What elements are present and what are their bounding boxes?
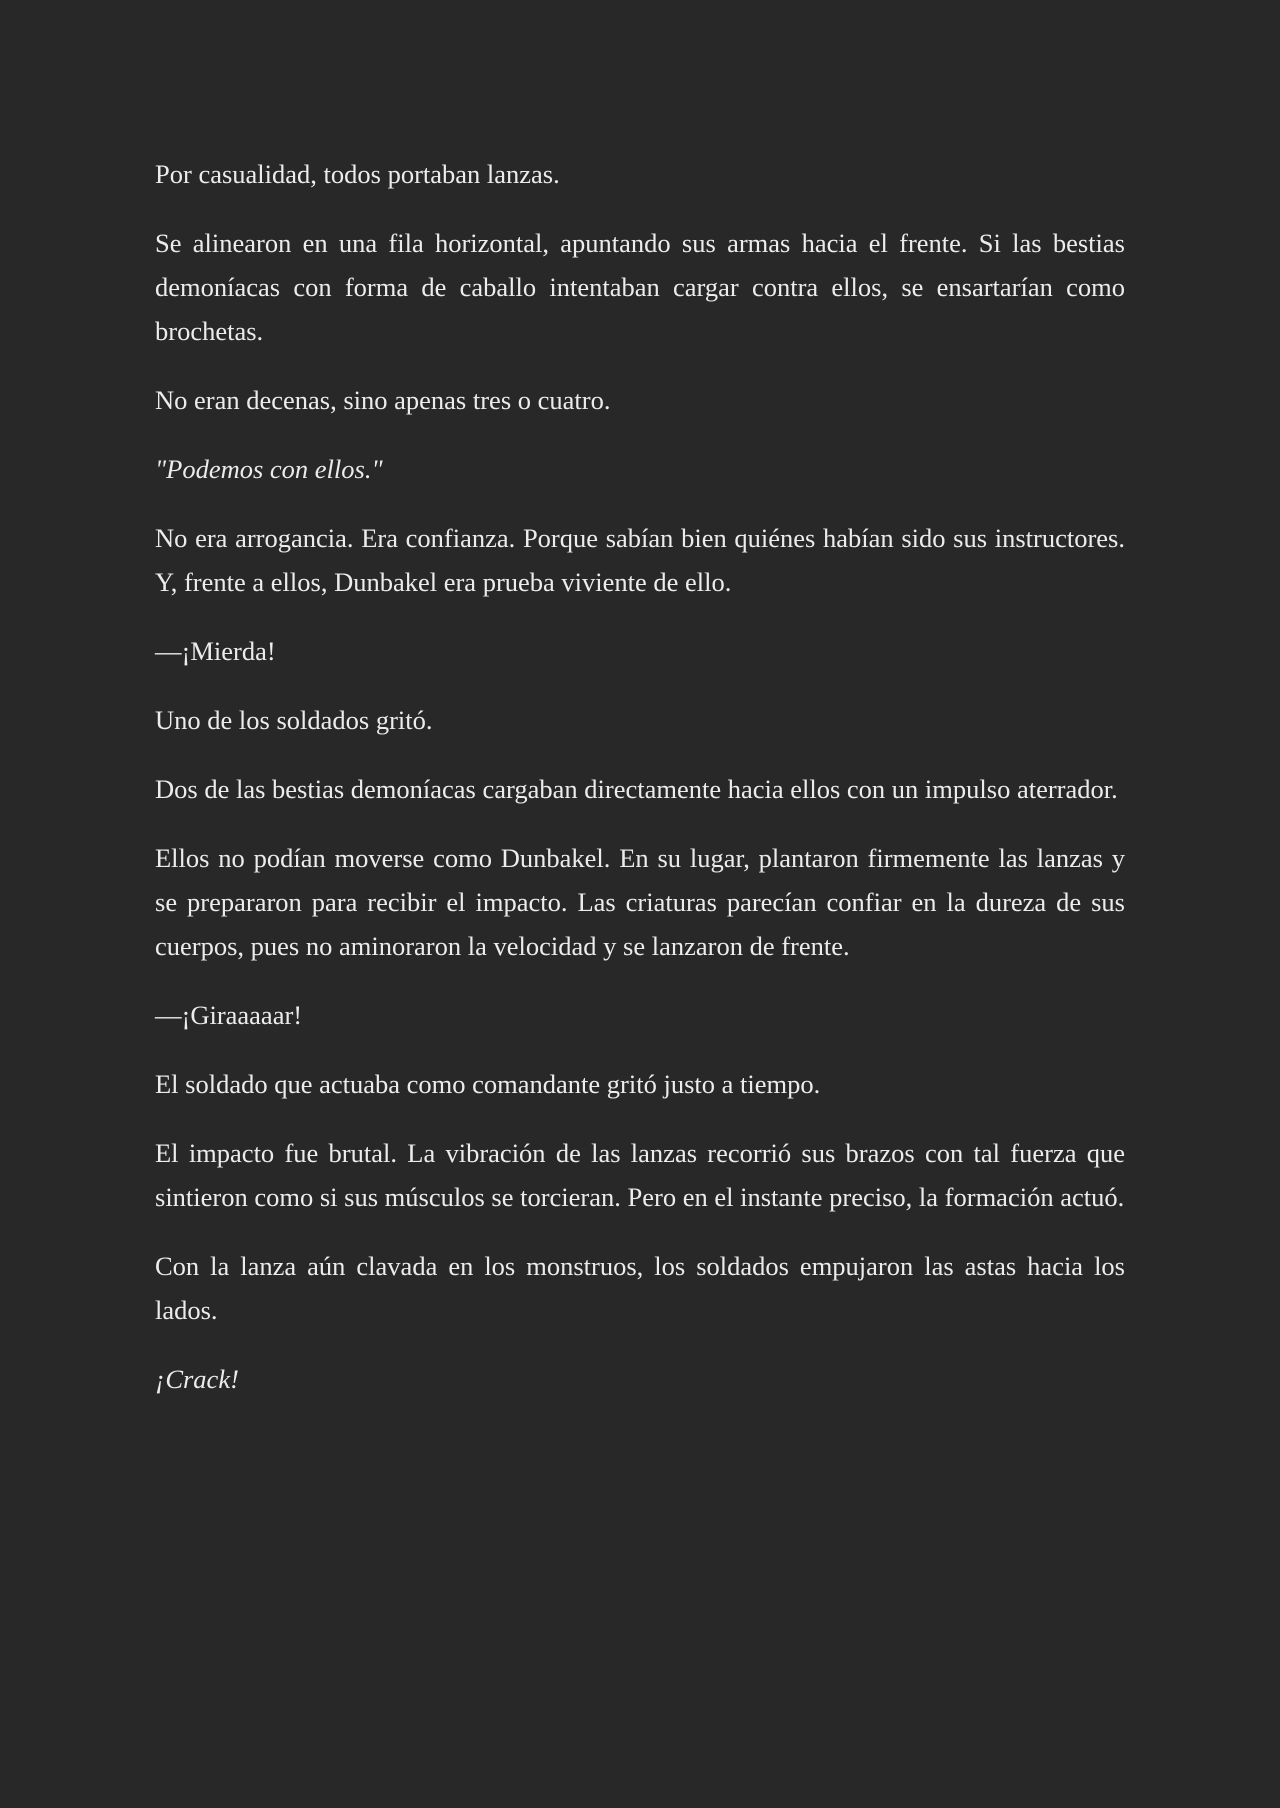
paragraph: No era arrogancia. Era confianza. Porque sabían bien quiénes habían sido sus instructores. Y, frente a ellos, Dunbakel era prueba viviente de ello. (155, 523, 1125, 597)
paragraph: Por casualidad, todos portaban lanzas. (155, 159, 560, 189)
paragraph: —¡Giraaaaar! (155, 1000, 303, 1030)
paragraph: El impacto fue brutal. La vibración de las lanzas recorrió sus brazos con tal fuerza que sintieron como si sus músculos se torcieran. Pero en el instante preciso, la formación actuó. (155, 1138, 1125, 1212)
paragraph: Con la lanza aún clavada en los monstruos, los soldados empujaron las astas hacia los lados. (155, 1251, 1125, 1325)
paragraph: Uno de los soldados gritó. (155, 705, 433, 735)
paragraph: Ellos no podían moverse como Dunbakel. En su lugar, plantaron firmemente las lanzas y se prepararon para recibir el impacto. Las criaturas parecían confiar en la dureza de sus cuerpos, pues no aminoraron la velocidad y se lanzaron de frente. (155, 843, 1125, 961)
paragraph-italic: ¡Crack! (155, 1364, 239, 1394)
paragraph: No eran decenas, sino apenas tres o cuatro. (155, 385, 611, 415)
paragraph: Dos de las bestias demoníacas cargaban directamente hacia ellos con un impulso aterrador. (155, 774, 1118, 804)
paragraph: El soldado que actuaba como comandante gritó justo a tiempo. (155, 1069, 821, 1099)
paragraph-italic: "Podemos con ellos." (155, 454, 383, 484)
reading-content (155, 152, 1125, 1426)
paragraph: —¡Mierda! (155, 636, 276, 666)
paragraph: Se alinearon en una fila horizontal, apuntando sus armas hacia el frente. Si las bestias demoníacas con forma de caballo intentaban cargar contra ellos, se ensartarían como brochetas. (155, 228, 1125, 346)
